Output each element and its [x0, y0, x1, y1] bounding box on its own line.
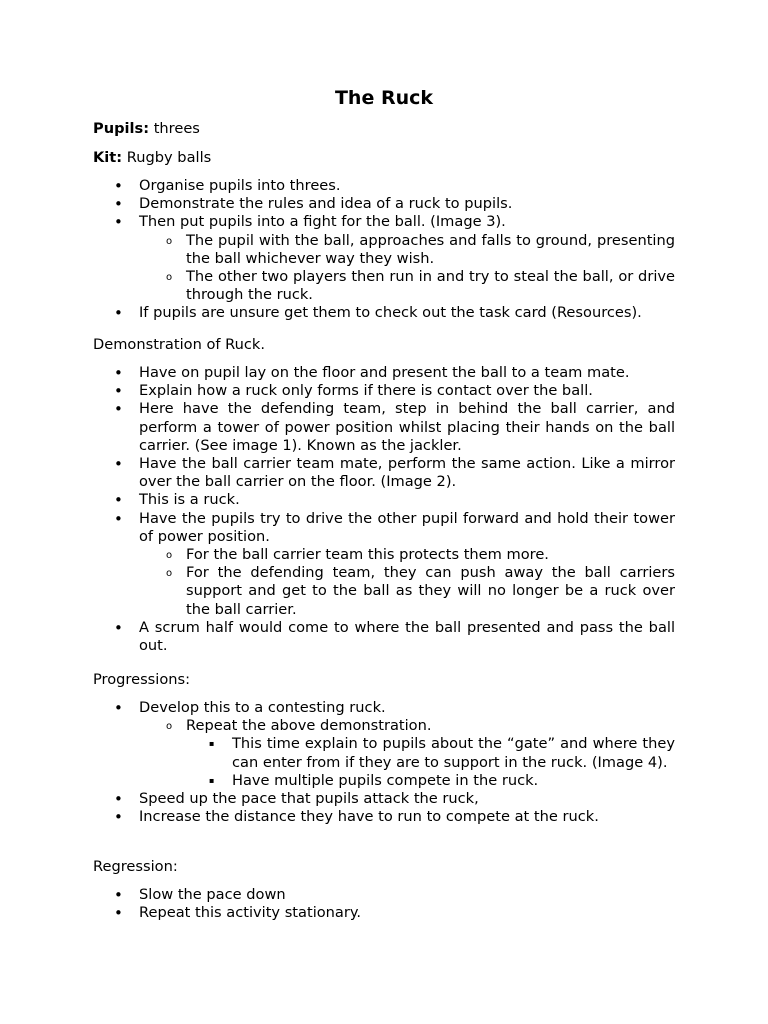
demonstration-heading: Demonstration of Ruck.: [93, 336, 266, 353]
list-item: • Increase the distance they have to run to compete at the ruck.: [114, 808, 599, 827]
setup-list: [0, 177, 768, 323]
kit-line: [93, 149, 211, 167]
list-item: ▪ This time explain to pupils about the “gate” and where they can enter from if they are to support in the ruck. (Image 4).: [209, 735, 675, 771]
list-item: • Demonstrate the rules and idea of a ruck to pupils.: [114, 195, 513, 214]
kit-label: Kit:: [93, 149, 123, 166]
bullet-marker: •: [114, 364, 123, 382]
progressions-heading: Progressions:: [93, 671, 191, 688]
bullet-marker: •: [114, 195, 123, 214]
bullet-marker: •: [114, 509, 123, 528]
list-item: • Then put pupils into a fight for the ball. (Image 3).: [114, 213, 506, 232]
kit-value: Rugby balls: [126, 149, 212, 166]
page-title: The Ruck: [334, 87, 434, 109]
bullet-marker: •: [114, 491, 123, 510]
bullet-marker: •: [114, 382, 123, 401]
pupils-line: [93, 120, 200, 138]
list-item: • Explain how a ruck only forms if there is contact over the ball.: [114, 382, 593, 401]
list-item: • Have on pupil lay on the floor and present the ball to a team mate.: [114, 364, 630, 382]
list-item: o The other two players then run in and try to steal the ball, or drive through the ruck.: [166, 268, 675, 304]
bullet-marker: •: [114, 699, 123, 717]
square-bullet-marker: ▪: [209, 775, 215, 785]
list-item: o For the ball carrier team this protects them more.: [0, 546, 675, 564]
list-item: ▪ Have multiple pupils compete in the ruck.: [209, 771, 539, 789]
sub-bullet-marker: o: [166, 272, 173, 284]
list-item: • Speed up the pace that pupils attack the ruck,: [114, 790, 479, 809]
demonstration-list: [0, 364, 768, 655]
regression-heading: Regression:: [93, 858, 178, 875]
regression-list: [0, 886, 768, 922]
bullet-marker: •: [114, 808, 123, 827]
sub-bullet-marker: o: [166, 721, 173, 733]
list-item: • Develop this to a contesting ruck.: [114, 699, 386, 717]
list-item: • Slow the pace down: [114, 886, 286, 904]
bullet-marker: •: [114, 400, 123, 419]
bullet-marker: •: [114, 304, 123, 323]
sub-bullet-marker: o: [166, 235, 173, 247]
list-item: • Have the ball carrier team mate, perform the same action. Like a mirror over the ball carrier on the floor. (Image 2).: [114, 455, 675, 491]
list-item: o For the defending team, they can push away the ball carriers support and get to the ball as they will no longer be a ruck over the ball carrier.: [166, 564, 675, 618]
sub-bullet-marker: o: [166, 568, 173, 580]
list-item: o Repeat the above demonstration.: [0, 717, 675, 735]
list-item: • If pupils are unsure get them to check out the task card (Resources).: [114, 304, 642, 323]
sub-bullet-marker: o: [166, 550, 173, 562]
list-item: • Here have the defending team, step in behind the ball carrier, and perform a tower of power position whilst placing their hands on the ball carrier. (See image 1). Known as the jackler.: [114, 400, 675, 454]
bullet-marker: •: [114, 904, 123, 923]
pupils-value: threes: [153, 120, 200, 137]
progressions-list: [0, 699, 768, 826]
list-item: • Have the pupils try to drive the other pupil forward and hold their tower of power position.: [114, 509, 675, 545]
list-item: o The pupil with the ball, approaches and falls to ground, presenting the ball whichever way they wish.: [166, 231, 675, 267]
bullet-marker: •: [114, 177, 123, 195]
bullet-marker: •: [114, 618, 123, 637]
square-bullet-marker: ▪: [209, 739, 215, 749]
list-item: • A scrum half would come to where the ball presented and pass the ball out.: [114, 618, 675, 655]
list-item: • Organise pupils into threes.: [114, 177, 341, 195]
list-item: • This is a ruck.: [114, 491, 240, 510]
bullet-marker: •: [114, 455, 123, 474]
pupils-label: Pupils:: [93, 120, 150, 137]
bullet-marker: •: [114, 213, 123, 232]
bullet-marker: •: [114, 790, 123, 809]
list-item: • Repeat this activity stationary.: [114, 904, 362, 923]
bullet-marker: •: [114, 886, 123, 904]
